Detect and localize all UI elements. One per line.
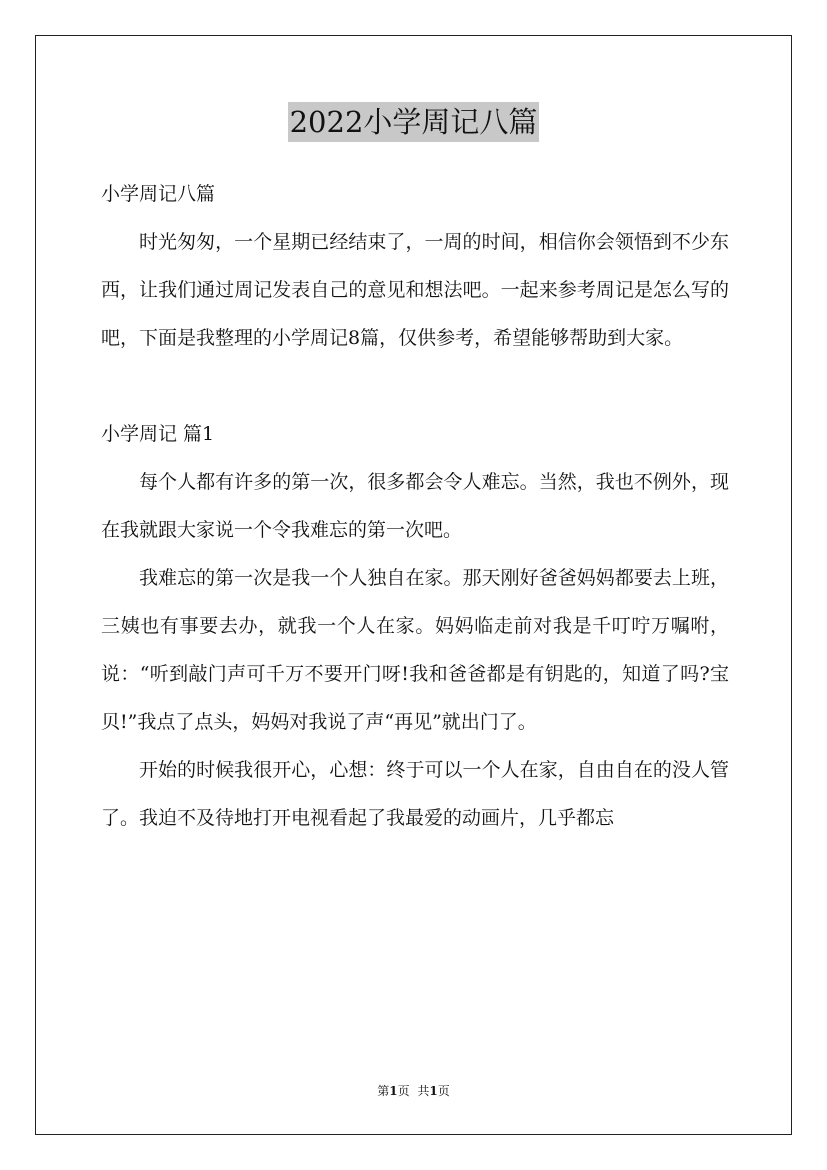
page-current: 1: [389, 1084, 398, 1098]
intro-paragraph: 时光匆匆，一个星期已经结束了，一周的时间，相信你会领悟到不少东西，让我们通过周记发表自己的意见和想法吧。一起来参考周记是怎么写的吧，下面是我整理的小学周记8篇，仅供参考，希望能够帮助到大家。: [101, 231, 729, 349]
total-prefix: 共: [417, 1084, 430, 1098]
section-gap: [101, 362, 729, 410]
document-subtitle: 小学周记八篇: [101, 183, 216, 205]
document-body: [101, 170, 729, 842]
title-container: [0, 102, 827, 142]
body-paragraph: 开始的时候我很开心，心想：终于可以一个人在家，自由自在的没人管了。我迫不及待地打开电视看起了我最爱的动画片，几乎都忘: [101, 759, 729, 829]
page-footer: [0, 1082, 827, 1099]
page-prefix: 第: [377, 1084, 390, 1098]
body-paragraph: 我难忘的第一次是我一个人独自在家。那天刚好爸爸妈妈都要去上班，三姨也有事要去办，就我一个人在家。妈妈临走前对我是千叮咛万嘱咐，说：“听到敲门声可千万不要开门呀!我和爸爸都是有钥匙的，知道了吗?宝贝!”我点了点头，妈妈对我说了声“再见”就出门了。: [101, 567, 729, 733]
section-heading: 小学周记 篇1: [101, 423, 215, 445]
body-paragraph: 每个人都有许多的第一次，很多都会令人难忘。当然，我也不例外，现在我就跟大家说一个令我难忘的第一次吧。: [101, 471, 729, 541]
page-suffix: 页: [397, 1084, 410, 1098]
total-suffix: 页: [437, 1084, 450, 1098]
total-pages: 1: [429, 1084, 438, 1098]
document-title: 2022小学周记八篇: [288, 102, 540, 142]
